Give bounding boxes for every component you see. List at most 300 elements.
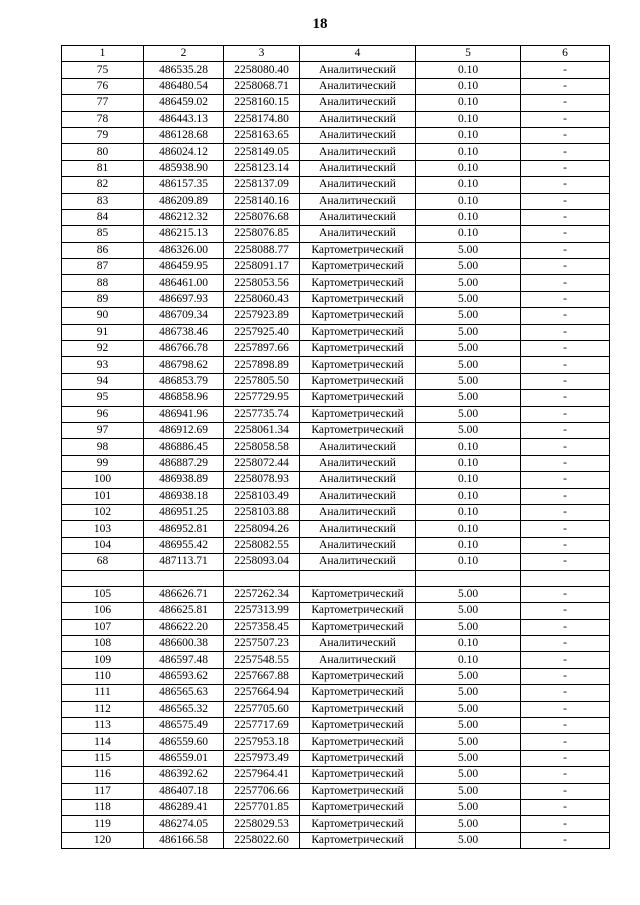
- accuracy-cell: 5.00: [416, 373, 521, 389]
- y-coordinate-cell: 2257667.88: [224, 668, 300, 684]
- accuracy-cell: 0.10: [416, 177, 521, 193]
- note-cell: -: [521, 193, 610, 209]
- note-cell: -: [521, 242, 610, 258]
- table-row: [62, 636, 610, 652]
- method-cell: Аналитический: [300, 488, 416, 504]
- y-coordinate-cell: 2257548.55: [224, 652, 300, 668]
- note-cell: -: [521, 685, 610, 701]
- table-row: [62, 767, 610, 783]
- y-coordinate-cell: 2257898.89: [224, 357, 300, 373]
- y-coordinate-cell: 2258088.77: [224, 242, 300, 258]
- note-cell: -: [521, 291, 610, 307]
- method-cell: Картометрический: [300, 406, 416, 422]
- x-coordinate-cell: 486941.96: [144, 406, 224, 422]
- method-cell: Аналитический: [300, 455, 416, 471]
- note-cell: -: [521, 504, 610, 520]
- x-coordinate-cell: 487113.71: [144, 554, 224, 570]
- y-coordinate-cell: 2258094.26: [224, 521, 300, 537]
- y-coordinate-cell: 2258091.17: [224, 259, 300, 275]
- point-number-cell: 82: [62, 177, 144, 193]
- method-cell: Аналитический: [300, 144, 416, 160]
- y-coordinate-cell: 2257925.40: [224, 324, 300, 340]
- note-cell: -: [521, 832, 610, 848]
- note-cell: -: [521, 816, 610, 832]
- table-row: [62, 570, 610, 586]
- method-cell: Картометрический: [300, 750, 416, 766]
- y-coordinate-cell: 2257313.99: [224, 603, 300, 619]
- x-coordinate-cell: 486625.81: [144, 603, 224, 619]
- point-number-cell: 100: [62, 472, 144, 488]
- method-cell: Картометрический: [300, 799, 416, 815]
- table-row: [62, 390, 610, 406]
- point-number-cell: 118: [62, 799, 144, 815]
- note-cell: [521, 570, 610, 586]
- y-coordinate-cell: 2258076.85: [224, 226, 300, 242]
- point-number-cell: 96: [62, 406, 144, 422]
- table-row: [62, 734, 610, 750]
- point-number-cell: 104: [62, 537, 144, 553]
- method-cell: Картометрический: [300, 390, 416, 406]
- method-cell: Аналитический: [300, 193, 416, 209]
- method-cell: Картометрический: [300, 718, 416, 734]
- accuracy-cell: 5.00: [416, 341, 521, 357]
- table-row: [62, 111, 610, 127]
- table-row: [62, 586, 610, 602]
- y-coordinate-cell: 2258174.80: [224, 111, 300, 127]
- accuracy-cell: 5.00: [416, 308, 521, 324]
- accuracy-cell: 0.10: [416, 62, 521, 78]
- table-row: [62, 537, 610, 553]
- method-cell: Картометрический: [300, 357, 416, 373]
- table-row: [62, 718, 610, 734]
- table-row: [62, 308, 610, 324]
- method-cell: Аналитический: [300, 521, 416, 537]
- x-coordinate-cell: 486697.93: [144, 291, 224, 307]
- method-cell: Аналитический: [300, 78, 416, 94]
- point-number-cell: 108: [62, 636, 144, 652]
- method-cell: Аналитический: [300, 127, 416, 143]
- note-cell: -: [521, 603, 610, 619]
- y-coordinate-cell: [224, 570, 300, 586]
- y-coordinate-cell: 2257705.60: [224, 701, 300, 717]
- note-cell: -: [521, 668, 610, 684]
- y-coordinate-cell: 2258137.09: [224, 177, 300, 193]
- method-cell: Картометрический: [300, 324, 416, 340]
- point-number-cell: 95: [62, 390, 144, 406]
- table-row: [62, 488, 610, 504]
- note-cell: -: [521, 406, 610, 422]
- x-coordinate-cell: 486766.78: [144, 341, 224, 357]
- accuracy-cell: 5.00: [416, 422, 521, 438]
- note-cell: -: [521, 259, 610, 275]
- note-cell: -: [521, 619, 610, 635]
- table-row: [62, 816, 610, 832]
- point-number-cell: 98: [62, 439, 144, 455]
- point-number-cell: 91: [62, 324, 144, 340]
- y-coordinate-cell: 2258082.55: [224, 537, 300, 553]
- point-number-cell: 79: [62, 127, 144, 143]
- y-coordinate-cell: 2258068.71: [224, 78, 300, 94]
- point-number-cell: 89: [62, 291, 144, 307]
- table-row: [62, 242, 610, 258]
- point-number-cell: 86: [62, 242, 144, 258]
- point-number-cell: 115: [62, 750, 144, 766]
- y-coordinate-cell: 2257805.50: [224, 373, 300, 389]
- point-number-cell: 85: [62, 226, 144, 242]
- method-cell: Картометрический: [300, 308, 416, 324]
- note-cell: -: [521, 341, 610, 357]
- accuracy-cell: 5.00: [416, 734, 521, 750]
- x-coordinate-cell: 486853.79: [144, 373, 224, 389]
- note-cell: -: [521, 160, 610, 176]
- column-header: 5: [416, 46, 521, 62]
- point-number-cell: 94: [62, 373, 144, 389]
- note-cell: -: [521, 226, 610, 242]
- accuracy-cell: 0.10: [416, 537, 521, 553]
- x-coordinate-cell: 486709.34: [144, 308, 224, 324]
- accuracy-cell: 5.00: [416, 767, 521, 783]
- x-coordinate-cell: 486326.00: [144, 242, 224, 258]
- accuracy-cell: 0.10: [416, 78, 521, 94]
- method-cell: Картометрический: [300, 783, 416, 799]
- method-cell: Картометрический: [300, 341, 416, 357]
- coordinates-table: [61, 45, 610, 849]
- x-coordinate-cell: 486952.81: [144, 521, 224, 537]
- table-row: [62, 127, 610, 143]
- accuracy-cell: 0.10: [416, 111, 521, 127]
- x-coordinate-cell: 486461.00: [144, 275, 224, 291]
- accuracy-cell: 5.00: [416, 406, 521, 422]
- x-coordinate-cell: 486798.62: [144, 357, 224, 373]
- y-coordinate-cell: 2258058.58: [224, 439, 300, 455]
- y-coordinate-cell: 2258093.04: [224, 554, 300, 570]
- x-coordinate-cell: 486274.05: [144, 816, 224, 832]
- x-coordinate-cell: 486738.46: [144, 324, 224, 340]
- accuracy-cell: 5.00: [416, 357, 521, 373]
- point-number-cell: 88: [62, 275, 144, 291]
- point-number-cell: 119: [62, 816, 144, 832]
- accuracy-cell: 0.10: [416, 521, 521, 537]
- method-cell: [300, 570, 416, 586]
- note-cell: -: [521, 324, 610, 340]
- point-number-cell: 97: [62, 422, 144, 438]
- table-row: [62, 685, 610, 701]
- point-number-cell: 90: [62, 308, 144, 324]
- table-body: [62, 62, 610, 849]
- table-row: [62, 259, 610, 275]
- note-cell: -: [521, 554, 610, 570]
- table-header-row: [62, 46, 610, 62]
- x-coordinate-cell: 486166.58: [144, 832, 224, 848]
- y-coordinate-cell: 2257262.34: [224, 586, 300, 602]
- y-coordinate-cell: 2257897.66: [224, 341, 300, 357]
- y-coordinate-cell: 2258029.53: [224, 816, 300, 832]
- table-row: [62, 78, 610, 94]
- x-coordinate-cell: 486559.01: [144, 750, 224, 766]
- method-cell: Картометрический: [300, 291, 416, 307]
- table-row: [62, 291, 610, 307]
- x-coordinate-cell: 486565.32: [144, 701, 224, 717]
- table-row: [62, 422, 610, 438]
- note-cell: -: [521, 750, 610, 766]
- method-cell: Аналитический: [300, 160, 416, 176]
- y-coordinate-cell: 2257964.41: [224, 767, 300, 783]
- note-cell: -: [521, 62, 610, 78]
- table-row: [62, 701, 610, 717]
- note-cell: -: [521, 472, 610, 488]
- note-cell: -: [521, 439, 610, 455]
- note-cell: -: [521, 734, 610, 750]
- column-header: 4: [300, 46, 416, 62]
- table-row: [62, 62, 610, 78]
- method-cell: Аналитический: [300, 439, 416, 455]
- accuracy-cell: 0.10: [416, 226, 521, 242]
- table-row: [62, 652, 610, 668]
- x-coordinate-cell: 486407.18: [144, 783, 224, 799]
- x-coordinate-cell: 486443.13: [144, 111, 224, 127]
- y-coordinate-cell: 2258061.34: [224, 422, 300, 438]
- x-coordinate-cell: 486212.32: [144, 209, 224, 225]
- method-cell: Картометрический: [300, 275, 416, 291]
- method-cell: Аналитический: [300, 472, 416, 488]
- table-row: [62, 554, 610, 570]
- note-cell: -: [521, 275, 610, 291]
- note-cell: -: [521, 586, 610, 602]
- table-row: [62, 619, 610, 635]
- accuracy-cell: 5.00: [416, 718, 521, 734]
- accuracy-cell: 5.00: [416, 750, 521, 766]
- note-cell: -: [521, 357, 610, 373]
- point-number-cell: 103: [62, 521, 144, 537]
- point-number-cell: 105: [62, 586, 144, 602]
- method-cell: Картометрический: [300, 701, 416, 717]
- note-cell: -: [521, 390, 610, 406]
- note-cell: -: [521, 78, 610, 94]
- y-coordinate-cell: 2257923.89: [224, 308, 300, 324]
- table-row: [62, 799, 610, 815]
- table-row: [62, 521, 610, 537]
- method-cell: Картометрический: [300, 422, 416, 438]
- note-cell: -: [521, 177, 610, 193]
- x-coordinate-cell: 486559.60: [144, 734, 224, 750]
- y-coordinate-cell: 2258163.65: [224, 127, 300, 143]
- accuracy-cell: 0.10: [416, 193, 521, 209]
- y-coordinate-cell: 2257729.95: [224, 390, 300, 406]
- accuracy-cell: 5.00: [416, 799, 521, 815]
- point-number-cell: [62, 570, 144, 586]
- table-row: [62, 226, 610, 242]
- accuracy-cell: 0.10: [416, 472, 521, 488]
- accuracy-cell: 0.10: [416, 652, 521, 668]
- x-coordinate-cell: 486289.41: [144, 799, 224, 815]
- x-coordinate-cell: 486938.18: [144, 488, 224, 504]
- note-cell: -: [521, 373, 610, 389]
- accuracy-cell: 0.10: [416, 160, 521, 176]
- table-row: [62, 144, 610, 160]
- point-number-cell: 77: [62, 95, 144, 111]
- point-number-cell: 101: [62, 488, 144, 504]
- y-coordinate-cell: 2258060.43: [224, 291, 300, 307]
- note-cell: -: [521, 144, 610, 160]
- method-cell: Аналитический: [300, 636, 416, 652]
- point-number-cell: 107: [62, 619, 144, 635]
- y-coordinate-cell: 2257717.69: [224, 718, 300, 734]
- method-cell: Аналитический: [300, 537, 416, 553]
- table-row: [62, 357, 610, 373]
- method-cell: Картометрический: [300, 586, 416, 602]
- accuracy-cell: 0.10: [416, 439, 521, 455]
- point-number-cell: 87: [62, 259, 144, 275]
- point-number-cell: 78: [62, 111, 144, 127]
- y-coordinate-cell: 2258078.93: [224, 472, 300, 488]
- method-cell: Картометрический: [300, 685, 416, 701]
- accuracy-cell: 5.00: [416, 816, 521, 832]
- point-number-cell: 109: [62, 652, 144, 668]
- column-header: 6: [521, 46, 610, 62]
- note-cell: -: [521, 636, 610, 652]
- x-coordinate-cell: 486858.96: [144, 390, 224, 406]
- note-cell: -: [521, 488, 610, 504]
- method-cell: Картометрический: [300, 603, 416, 619]
- note-cell: -: [521, 209, 610, 225]
- table-row: [62, 95, 610, 111]
- table-row: [62, 177, 610, 193]
- note-cell: -: [521, 308, 610, 324]
- method-cell: Аналитический: [300, 209, 416, 225]
- x-coordinate-cell: 486024.12: [144, 144, 224, 160]
- x-coordinate-cell: 486622.20: [144, 619, 224, 635]
- method-cell: Аналитический: [300, 652, 416, 668]
- x-coordinate-cell: 486459.02: [144, 95, 224, 111]
- point-number-cell: 92: [62, 341, 144, 357]
- method-cell: Картометрический: [300, 619, 416, 635]
- point-number-cell: 111: [62, 685, 144, 701]
- table-row: [62, 373, 610, 389]
- x-coordinate-cell: 486912.69: [144, 422, 224, 438]
- accuracy-cell: 5.00: [416, 701, 521, 717]
- x-coordinate-cell: 486886.45: [144, 439, 224, 455]
- table-row: [62, 504, 610, 520]
- y-coordinate-cell: 2258053.56: [224, 275, 300, 291]
- table-row: [62, 324, 610, 340]
- note-cell: -: [521, 783, 610, 799]
- table-row: [62, 455, 610, 471]
- table-row: [62, 275, 610, 291]
- table-row: [62, 668, 610, 684]
- table-row: [62, 193, 610, 209]
- method-cell: Аналитический: [300, 504, 416, 520]
- x-coordinate-cell: 486535.28: [144, 62, 224, 78]
- table-row: [62, 783, 610, 799]
- note-cell: -: [521, 701, 610, 717]
- y-coordinate-cell: 2258022.60: [224, 832, 300, 848]
- accuracy-cell: 0.10: [416, 127, 521, 143]
- note-cell: -: [521, 767, 610, 783]
- page-number: 18: [312, 16, 328, 32]
- accuracy-cell: 0.10: [416, 455, 521, 471]
- method-cell: Аналитический: [300, 111, 416, 127]
- y-coordinate-cell: 2257706.66: [224, 783, 300, 799]
- note-cell: -: [521, 521, 610, 537]
- note-cell: -: [521, 127, 610, 143]
- method-cell: Картометрический: [300, 767, 416, 783]
- point-number-cell: 114: [62, 734, 144, 750]
- x-coordinate-cell: 486938.89: [144, 472, 224, 488]
- y-coordinate-cell: 2258103.88: [224, 504, 300, 520]
- point-number-cell: 106: [62, 603, 144, 619]
- x-coordinate-cell: 486209.89: [144, 193, 224, 209]
- note-cell: -: [521, 537, 610, 553]
- y-coordinate-cell: 2257358.45: [224, 619, 300, 635]
- accuracy-cell: 5.00: [416, 275, 521, 291]
- y-coordinate-cell: 2257973.49: [224, 750, 300, 766]
- table-row: [62, 472, 610, 488]
- x-coordinate-cell: 486955.42: [144, 537, 224, 553]
- accuracy-cell: 0.10: [416, 488, 521, 504]
- table-row: [62, 750, 610, 766]
- x-coordinate-cell: 486597.48: [144, 652, 224, 668]
- table-row: [62, 603, 610, 619]
- y-coordinate-cell: 2257507.23: [224, 636, 300, 652]
- method-cell: Картометрический: [300, 373, 416, 389]
- x-coordinate-cell: 486887.29: [144, 455, 224, 471]
- table-row: [62, 341, 610, 357]
- x-coordinate-cell: 486575.49: [144, 718, 224, 734]
- table-row: [62, 832, 610, 848]
- accuracy-cell: 0.10: [416, 636, 521, 652]
- y-coordinate-cell: 2257735.74: [224, 406, 300, 422]
- point-number-cell: 120: [62, 832, 144, 848]
- point-number-cell: 83: [62, 193, 144, 209]
- method-cell: Аналитический: [300, 177, 416, 193]
- x-coordinate-cell: 486565.63: [144, 685, 224, 701]
- point-number-cell: 68: [62, 554, 144, 570]
- method-cell: Картометрический: [300, 668, 416, 684]
- point-number-cell: 110: [62, 668, 144, 684]
- point-number-cell: 81: [62, 160, 144, 176]
- accuracy-cell: 0.10: [416, 504, 521, 520]
- accuracy-cell: 5.00: [416, 259, 521, 275]
- accuracy-cell: 5.00: [416, 291, 521, 307]
- note-cell: -: [521, 111, 610, 127]
- column-header: 1: [62, 46, 144, 62]
- table-row: [62, 406, 610, 422]
- table-row: [62, 209, 610, 225]
- x-coordinate-cell: [144, 570, 224, 586]
- method-cell: Аналитический: [300, 62, 416, 78]
- point-number-cell: 112: [62, 701, 144, 717]
- point-number-cell: 102: [62, 504, 144, 520]
- accuracy-cell: 0.10: [416, 209, 521, 225]
- point-number-cell: 80: [62, 144, 144, 160]
- accuracy-cell: 5.00: [416, 324, 521, 340]
- x-coordinate-cell: 486951.25: [144, 504, 224, 520]
- point-number-cell: 117: [62, 783, 144, 799]
- accuracy-cell: [416, 570, 521, 586]
- point-number-cell: 84: [62, 209, 144, 225]
- y-coordinate-cell: 2258080.40: [224, 62, 300, 78]
- y-coordinate-cell: 2258149.05: [224, 144, 300, 160]
- table-row: [62, 160, 610, 176]
- point-number-cell: 116: [62, 767, 144, 783]
- note-cell: -: [521, 455, 610, 471]
- point-number-cell: 99: [62, 455, 144, 471]
- method-cell: Аналитический: [300, 226, 416, 242]
- x-coordinate-cell: 486128.68: [144, 127, 224, 143]
- accuracy-cell: 5.00: [416, 685, 521, 701]
- method-cell: Картометрический: [300, 734, 416, 750]
- x-coordinate-cell: 486593.62: [144, 668, 224, 684]
